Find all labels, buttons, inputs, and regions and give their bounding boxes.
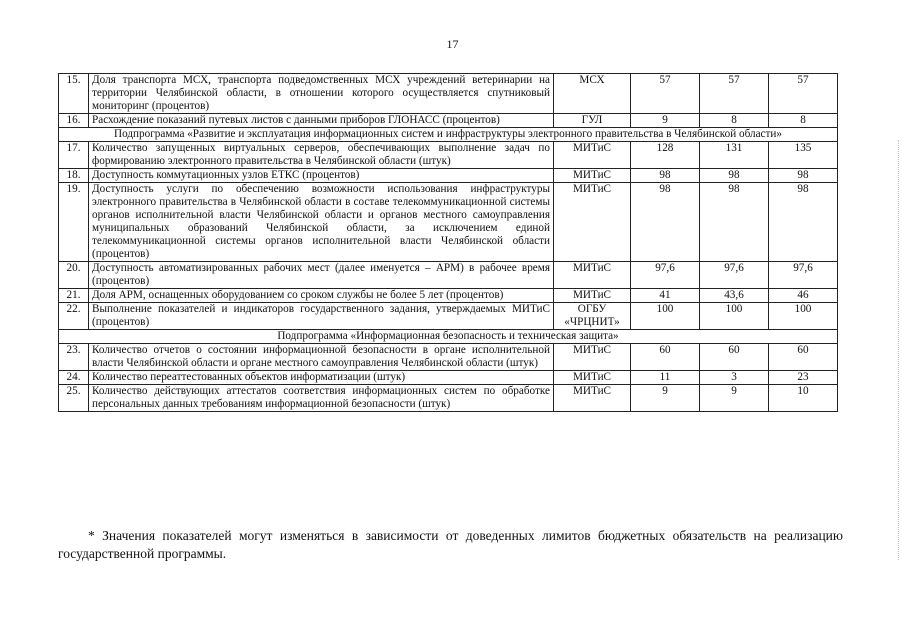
responsible-body: МИТиС xyxy=(554,169,631,183)
value-year-1: 9 xyxy=(631,114,700,128)
row-number: 18. xyxy=(59,169,89,183)
row-number: 25. xyxy=(59,385,89,412)
indicator-name: Расхождение показаний путевых листов с данными приборов ГЛОНАСС (процентов) xyxy=(89,114,554,128)
value-year-1: 60 xyxy=(631,344,700,371)
row-number: 19. xyxy=(59,183,89,262)
row-number: 24. xyxy=(59,371,89,385)
indicator-name: Количество отчетов о состоянии информационной безопасности в органе исполнительной власти Челябинской области и органе местного самоуправления Челябинской области (штук) xyxy=(89,344,554,371)
indicator-name: Количество действующих аттестатов соответствия информационных систем по обработке персональных данных требованиям информационной безопасности (штук) xyxy=(89,385,554,412)
page-number: 17 xyxy=(446,37,459,51)
value-year-3: 135 xyxy=(769,142,838,169)
value-year-2: 57 xyxy=(700,74,769,114)
value-year-1: 97,6 xyxy=(631,262,700,289)
value-year-2: 9 xyxy=(700,385,769,412)
indicator-name: Количество запущенных виртуальных серверов, обеспечивающих выполнение задач по формированию электронного правительства в Челябинской области (штук) xyxy=(89,142,554,169)
value-year-2: 8 xyxy=(700,114,769,128)
responsible-body: МИТиС xyxy=(554,142,631,169)
responsible-body: МИТиС xyxy=(554,385,631,412)
value-year-1: 41 xyxy=(631,289,700,303)
value-year-1: 98 xyxy=(631,183,700,262)
table-row xyxy=(59,74,838,114)
scan-margin-mark xyxy=(898,140,903,560)
indicator-name: Количество переаттестованных объектов информатизации (штук) xyxy=(89,371,554,385)
subprogram-row xyxy=(59,128,838,142)
table-row xyxy=(59,262,838,289)
subprogram-row xyxy=(59,330,838,344)
value-year-2: 97,6 xyxy=(700,262,769,289)
value-year-1: 100 xyxy=(631,303,700,330)
responsible-body: МИТиС xyxy=(554,262,631,289)
table-row xyxy=(59,169,838,183)
row-number: 21. xyxy=(59,289,89,303)
row-number: 16. xyxy=(59,114,89,128)
value-year-1: 11 xyxy=(631,371,700,385)
value-year-2: 60 xyxy=(700,344,769,371)
responsible-body: МИТиС xyxy=(554,371,631,385)
indicator-name: Доступность услуги по обеспечению возможности использования инфраструктуры электронного правительства в Челябинской области в составе телекоммуникационной системы органов исполнительной власти Челябинской области и органов местного самоуправления муниципальных образований Челябинской области, за исключением единой телекоммуникационной системы органов исполнительной власти Челябинской области (процентов) xyxy=(89,183,554,262)
value-year-2: 43,6 xyxy=(700,289,769,303)
row-number: 20. xyxy=(59,262,89,289)
table-row xyxy=(59,142,838,169)
indicators-table-body xyxy=(59,74,838,412)
value-year-3: 97,6 xyxy=(769,262,838,289)
indicator-name: Выполнение показателей и индикаторов государственного задания, утверждаемых МИТиС (процентов) xyxy=(89,303,554,330)
value-year-3: 23 xyxy=(769,371,838,385)
value-year-2: 100 xyxy=(700,303,769,330)
row-number: 22. xyxy=(59,303,89,330)
table-row xyxy=(59,289,838,303)
responsible-body: МИТиС xyxy=(554,183,631,262)
indicator-name: Доля АРМ, оснащенных оборудованием со сроком службы не более 5 лет (процентов) xyxy=(89,289,554,303)
table-row xyxy=(59,183,838,262)
responsible-body: ОГБУ «ЧРЦНИТ» xyxy=(554,303,631,330)
value-year-3: 46 xyxy=(769,289,838,303)
table-row xyxy=(59,385,838,412)
table-row xyxy=(59,344,838,371)
table-row xyxy=(59,303,838,330)
responsible-body: МИТиС xyxy=(554,289,631,303)
value-year-3: 8 xyxy=(769,114,838,128)
value-year-3: 98 xyxy=(769,183,838,262)
subprogram-title: Подпрограмма «Развитие и эксплуатация информационных систем и инфраструктуры электронного правительства в Челябинской области» xyxy=(59,128,838,142)
value-year-3: 10 xyxy=(769,385,838,412)
value-year-1: 9 xyxy=(631,385,700,412)
table-row xyxy=(59,371,838,385)
value-year-3: 98 xyxy=(769,169,838,183)
subprogram-title: Подпрограмма «Информационная безопасность и техническая защита» xyxy=(59,330,838,344)
row-number: 17. xyxy=(59,142,89,169)
indicators-table xyxy=(58,73,838,412)
footnote: * Значения показателей могут изменяться в зависимости от доведенных лимитов бюджетных обязательств на реализацию государственной программы. xyxy=(58,528,843,561)
indicator-name: Доступность автоматизированных рабочих мест (далее именуется – АРМ) в рабочее время (процентов) xyxy=(89,262,554,289)
value-year-2: 98 xyxy=(700,169,769,183)
value-year-2: 131 xyxy=(700,142,769,169)
value-year-2: 3 xyxy=(700,371,769,385)
indicator-name: Доля транспорта МСХ, транспорта подведомственных МСХ учреждений ветеринарии на территории Челябинской области, в отношении которого осуществляется спутниковый мониторинг (процентов) xyxy=(89,74,554,114)
row-number: 23. xyxy=(59,344,89,371)
table-row xyxy=(59,114,838,128)
responsible-body: МСХ xyxy=(554,74,631,114)
value-year-3: 100 xyxy=(769,303,838,330)
row-number: 15. xyxy=(59,74,89,114)
value-year-3: 57 xyxy=(769,74,838,114)
responsible-body: ГУЛ xyxy=(554,114,631,128)
value-year-2: 98 xyxy=(700,183,769,262)
value-year-1: 128 xyxy=(631,142,700,169)
value-year-3: 60 xyxy=(769,344,838,371)
value-year-1: 57 xyxy=(631,74,700,114)
responsible-body: МИТиС xyxy=(554,344,631,371)
indicator-name: Доступность коммутационных узлов ЕТКС (процентов) xyxy=(89,169,554,183)
value-year-1: 98 xyxy=(631,169,700,183)
